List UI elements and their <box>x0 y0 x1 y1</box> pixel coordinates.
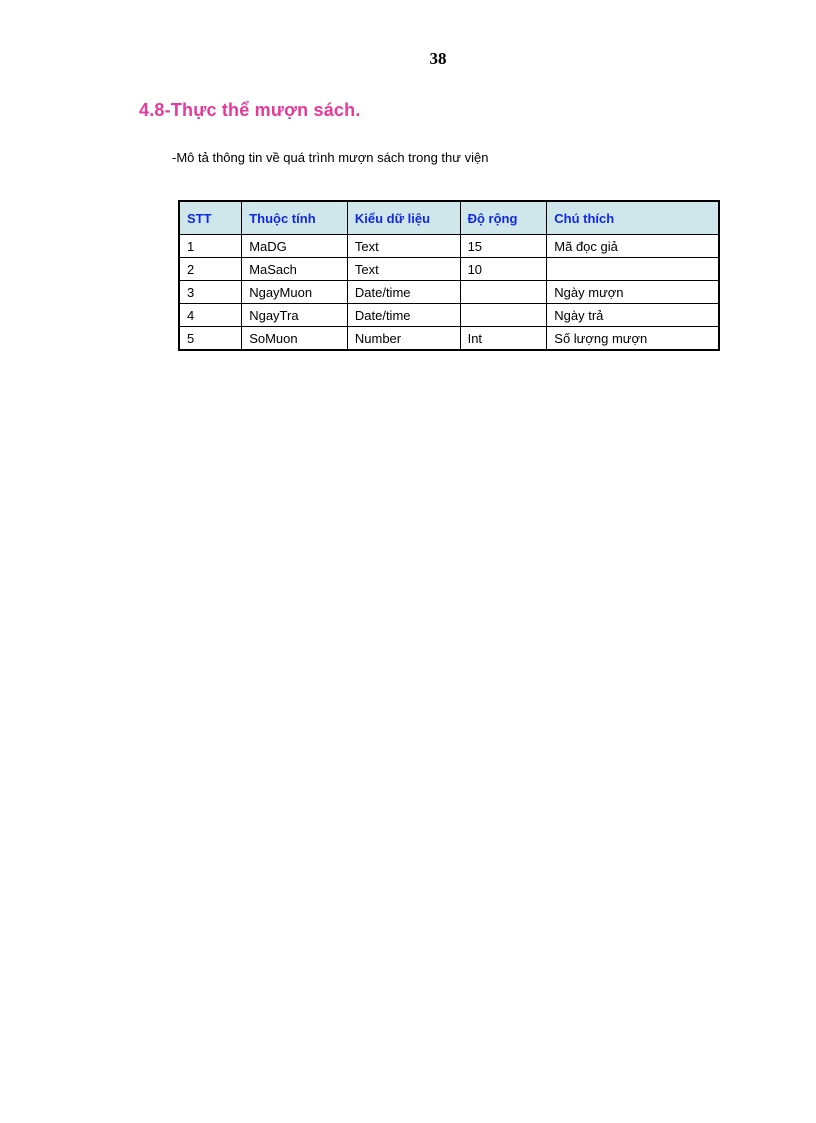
cell-data-type: Date/time <box>347 304 460 327</box>
header-note: Chú thích <box>547 201 719 235</box>
header-data-type: Kiểu dữ liệu <box>347 201 460 235</box>
cell-note: Số lượng mượn <box>547 327 719 351</box>
attribute-table <box>178 200 720 351</box>
cell-note: Ngày trả <box>547 304 719 327</box>
table-row <box>179 235 719 258</box>
cell-stt: 5 <box>179 327 242 351</box>
header-stt: STT <box>179 201 242 235</box>
table-row <box>179 327 719 351</box>
cell-data-type: Number <box>347 327 460 351</box>
cell-stt: 3 <box>179 281 242 304</box>
cell-width: 15 <box>460 235 547 258</box>
cell-width: 10 <box>460 258 547 281</box>
cell-width <box>460 304 547 327</box>
cell-width: Int <box>460 327 547 351</box>
cell-stt: 1 <box>179 235 242 258</box>
table-row <box>179 258 719 281</box>
cell-stt: 2 <box>179 258 242 281</box>
page-number: 38 <box>429 49 447 68</box>
cell-data-type: Date/time <box>347 281 460 304</box>
cell-attribute: MaSach <box>242 258 348 281</box>
cell-attribute: NgayMuon <box>242 281 348 304</box>
cell-note: Ngày mượn <box>547 281 719 304</box>
cell-stt: 4 <box>179 304 242 327</box>
cell-data-type: Text <box>347 235 460 258</box>
section-description: -Mô tả thông tin về quá trình mượn sách trong thư viện <box>172 150 489 165</box>
cell-attribute: SoMuon <box>242 327 348 351</box>
cell-attribute: NgayTra <box>242 304 348 327</box>
header-width: Độ rộng <box>460 201 547 235</box>
header-attribute: Thuộc tính <box>242 201 348 235</box>
table-header-row <box>179 201 719 235</box>
section-title: 4.8-Thực thể mượn sách. <box>139 100 361 120</box>
table-row <box>179 304 719 327</box>
cell-width <box>460 281 547 304</box>
cell-attribute: MaDG <box>242 235 348 258</box>
table-row <box>179 281 719 304</box>
cell-note: Mã đọc giả <box>547 235 719 258</box>
cell-note <box>547 258 719 281</box>
cell-data-type: Text <box>347 258 460 281</box>
